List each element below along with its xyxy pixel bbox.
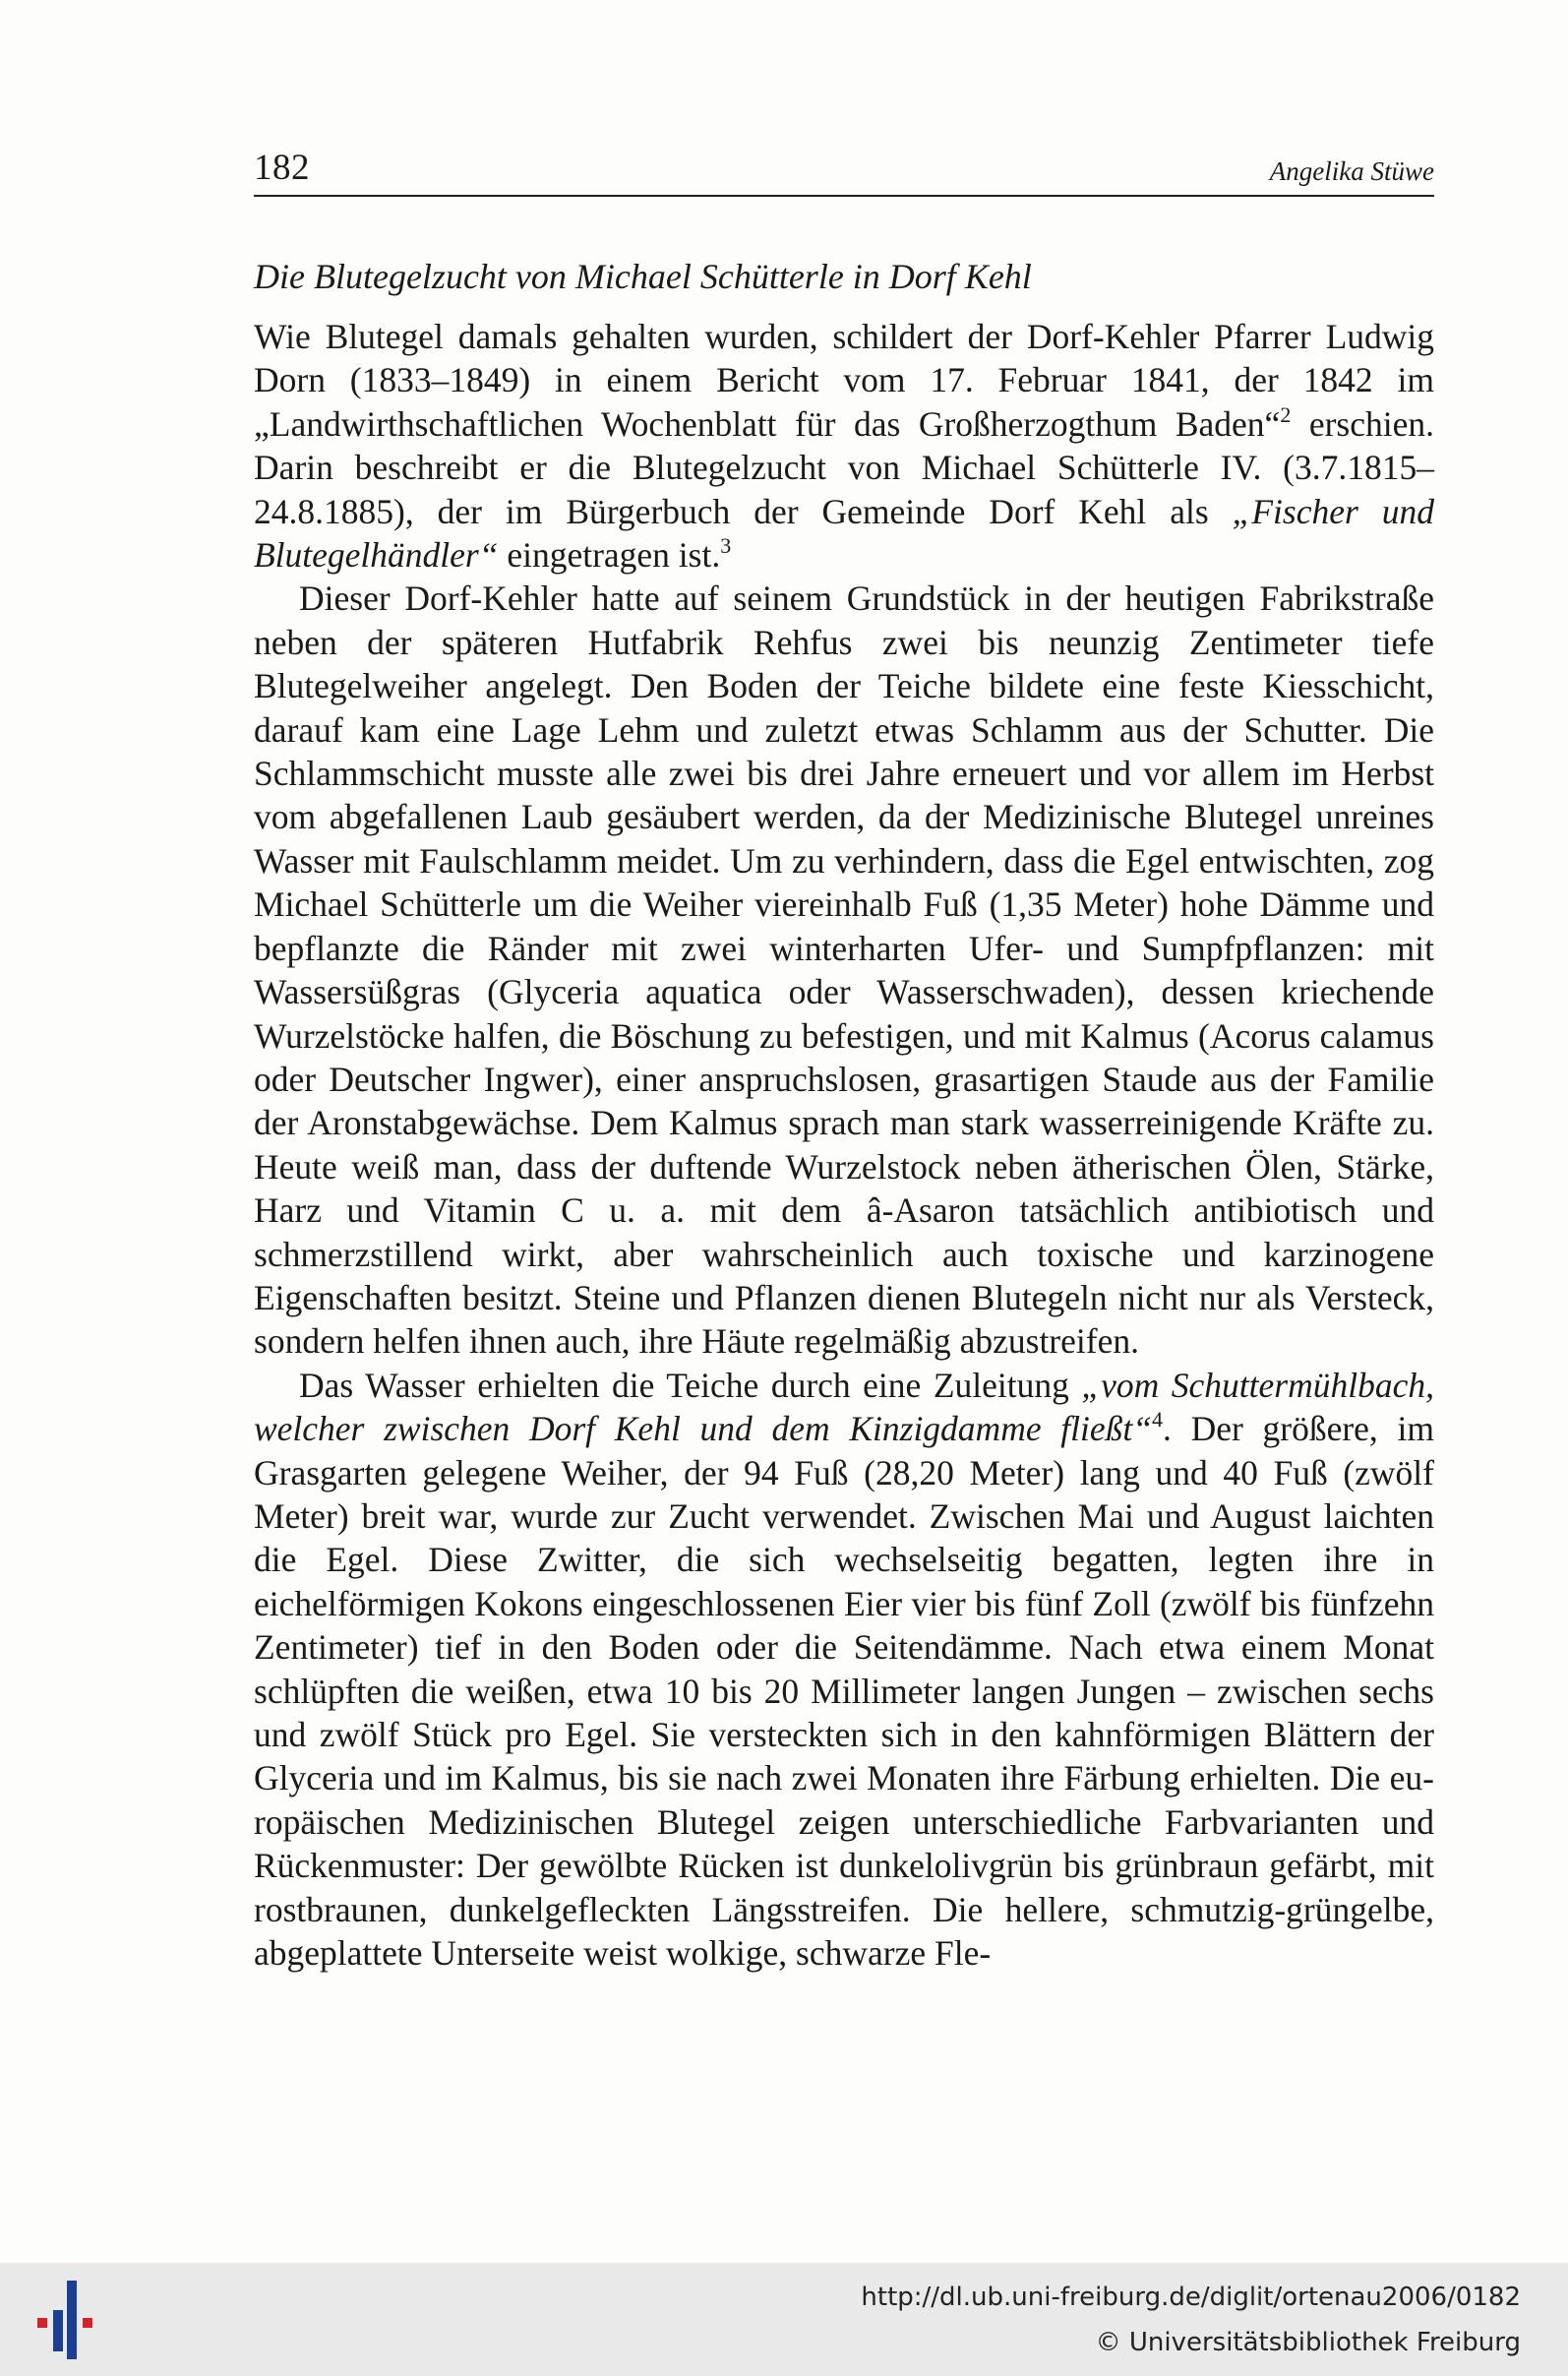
footnote-ref-4: 4 [1152, 1407, 1163, 1432]
running-head-author: Angelika Stüwe [1269, 156, 1434, 186]
paragraph-2: Dieser Dorf-Kehler hatte auf seinem Grundstück in der heutigen Fabrikstraße neben der späteren Hutfabrik Rehfus zwei bis neunzig Zentimeter tiefe Blutegelweiher angelegt. Den Boden der Teiche bildete eine feste Kiesschicht, darauf kam eine Lage Lehm und zuletzt etwas Schlamm aus der Schutter. Die Schlammschicht musste alle zwei bis drei Jahre erneuert und vor allem im Herbst vom abgefallenen Laub gesäubert werden, da der Medizinische Blutegel unreines Wasser mit Faulschlamm meidet. Um zu verhindern, dass die Egel entwischten, zog Michael Schütterle um die Weiher viereinhalb Fuß (1,35 Meter) hohe Dämme und bepflanzte die Ränder mit zwei winterharten Ufer- und Sumpfpflanzen: mit Wassersüßgras (Glyceria aquatica oder Wasserschwaden), dessen kriechende Wurzelstöcke halfen, die Böschung zu befestigen, und mit Kalmus (Acorus calamus oder Deutscher Ingwer), einer anspruchslosen, grasartigen Staude aus der Familie der Aronstabgewächse. Dem Kalmus sprach man stark wasserreinigende Kräfte zu. Heute weiß man, dass der duftende Wurzelstock neben ätherischen Ölen, Stärke, Harz und Vitamin C u. a. mit dem â-Asaron tatsächlich antibiotisch und schmerzstillend wirkt, aber wahrscheinlich auch toxische und karzinogene Eigenschaften besitzt. Steine und Pflanzen dienen Blutegeln nicht nur als Versteck, sondern helfen ihnen auch, ihre Häute regelmäßig abzustreifen. [254, 579, 1434, 1362]
paragraph-3 [254, 1364, 1434, 1976]
section-title: Die Blutegelzucht von Michael Schütterle in Dorf Kehl [254, 257, 1032, 296]
paragraph-3-text-b: . Der größere, im Grasgarten gelegene Weiher, der 94 Fuß (28,20 Meter) lang und 40 Fuß (zwölf Meter) breit war, wurde zur Zucht verwendet. Zwischen Mai und August laichten die Egel. Diese Zwitter, die sich wechselseitig begatten, legten ihre in eichelförmigen Kokons eingeschlossenen Eier vier bis fünf Zoll (zwölf bis fünfzehn Zentimeter) tief in den Boden oder die Seitendämme. Nach etwa einem Monat schlüpften die weißen, etwa 10 bis 20 Millimeter langen Jungen – zwischen sechs und zwölf Stück pro Egel. Sie versteckten sich in den kahnförmigen Blättern der Glyceria und im Kalmus, bis sie nach zwei Monaten ihre Färbung erhielten. Die europäischen Medizinischen Blutegel zeigen unterschiedliche Farbvarianten und Rückenmuster: Der gewölbte Rücken ist dunkelolivgrün bis grünbraun gefärbt, mit rostbraunen, dunkelgefleckten Längsstreifen. Die hellere, schmutzig-grüngelbe, abgeplattete Unterseite weist wolkige, schwarze Fle- [254, 1409, 1434, 1974]
copyright-notice: © Universitätsbibliothek Freiburg [1095, 2328, 1521, 2357]
quote-fischer: „Fischer und Blutegelhändler“ [254, 491, 1434, 576]
quote-schuttermuehlbach: „vom Schuttermühlbach, welcher zwischen Dorf Kehl und dem Kinzigdamme fließt“ [254, 1365, 1434, 1449]
paragraph-1-text-a: Wie Blutegel damals gehalten wurden, schildert der Dorf-Kehler Pfarrer Ludwig Dorn (1833–1849) in einem Bericht vom 17. Februar 1841, der 1842 im „Landwirthschaftlichen Wochenblatt für das Großherzogthum Baden“ [254, 317, 1434, 444]
paragraph-1-text-b: erschien. Darin beschreibt er die Blutegelzucht von Michael Schütterle IV. (3.7.1815–24.8.1885), der im Bürgerbuch der Gemeinde Dorf Kehl als [254, 403, 1434, 531]
permalink-url[interactable]: http://dl.ub.uni-freiburg.de/diglit/ortenau2006/0182 [861, 2283, 1521, 2312]
body-text [254, 254, 1434, 1975]
paragraph-3-text-a: Das Wasser erhielten die Teiche durch eine Zuleitung [299, 1365, 1082, 1405]
page-number: 182 [254, 148, 310, 188]
footnote-ref-3: 3 [720, 533, 732, 559]
paragraph-1 [254, 315, 1434, 577]
page-header [254, 146, 1434, 197]
library-footer [0, 2263, 1568, 2376]
footnote-ref-2: 2 [1280, 401, 1292, 427]
ub-freiburg-logo-icon[interactable] [37, 2281, 96, 2359]
paragraph-1-text-c: eingetragen ist. [498, 535, 721, 576]
